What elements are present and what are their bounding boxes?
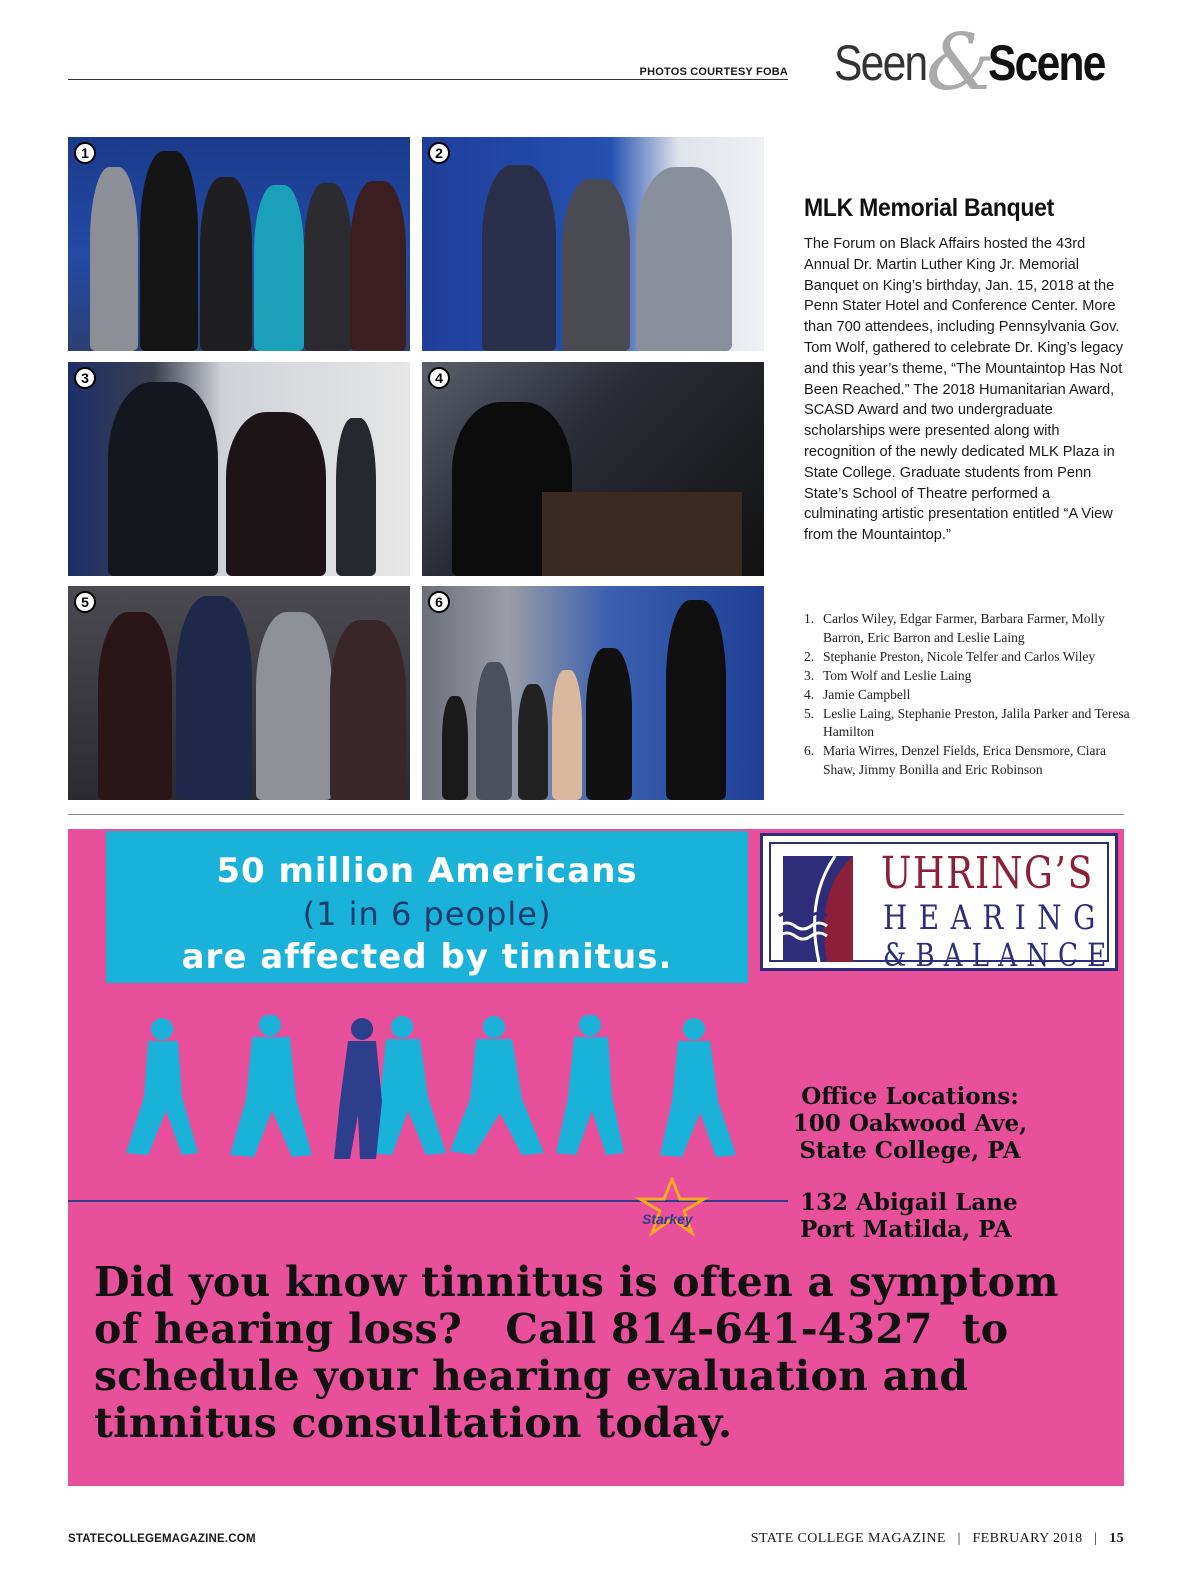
ad-call-to-action (94, 1259, 1124, 1447)
section-masthead (834, 18, 1134, 108)
logo-hearing: HEARING (883, 898, 1107, 938)
photo-number: 1 (74, 142, 96, 164)
section-divider (68, 814, 1124, 815)
cta-line-4: tinnitus consultation today. (94, 1399, 733, 1447)
masthead-scene: Scene (988, 35, 1105, 91)
photo-6 (422, 586, 764, 800)
photo-credit: PHOTOS COURTESY FOBA (639, 66, 788, 78)
footer-folio (700, 1531, 1124, 1547)
caption-item: 2. Stephanie Preston, Nicole Telfer and Carlos Wiley (804, 648, 1096, 664)
photo-number: 2 (428, 142, 450, 164)
hearing-advertisement (68, 829, 1124, 1486)
cta-line-2: of hearing loss? Call 814-641-4327 to (94, 1305, 1009, 1353)
office-locations (770, 1083, 1050, 1164)
logo-balance: &BALANCE (883, 936, 1116, 974)
photo-4 (422, 362, 764, 576)
photo-1 (68, 137, 410, 351)
caption-item: 4. Jamie Campbell (804, 686, 911, 702)
office-2 (800, 1189, 1040, 1243)
footer-separator: | (957, 1531, 961, 1546)
footer-magazine: STATE COLLEGE MAGAZINE (750, 1531, 946, 1546)
header-rule (68, 79, 788, 80)
uhrings-logo (760, 833, 1118, 974)
masthead-seen: Seen (834, 35, 927, 91)
masthead-ampersand: & (926, 18, 996, 108)
photo-5 (68, 586, 410, 800)
photo-number: 5 (74, 591, 96, 613)
photo-3 (68, 362, 410, 576)
ear-wave-icon (775, 850, 875, 968)
office-2-city: Port Matilda, PA (800, 1216, 1012, 1243)
article-title: MLK Memorial Banquet (804, 194, 1055, 222)
caption-item: 6. Maria Wirres, Denzel Fields, Erica Densmore, Ciara Shaw, Jimmy Bonilla and Eric Robinson (804, 743, 1106, 778)
footer-website: STATECOLLEGEMAGAZINE.COM (68, 1533, 256, 1545)
caption-item: 5. Leslie Laing, Stephanie Preston, Jalila Parker and Teresa Hamilton (804, 705, 1130, 740)
photo-2 (422, 137, 764, 351)
logo-name: UHRING’S (881, 848, 1094, 899)
cta-line-1: Did you know tinnitus is often a symptom (94, 1258, 1059, 1306)
stat-line-2: (1 in 6 people) (302, 895, 552, 933)
photo-number: 6 (428, 591, 450, 613)
footer-separator: | (1094, 1531, 1098, 1546)
page-number: 15 (1109, 1531, 1124, 1546)
stat-line-3: are affected by tinnitus. (181, 937, 673, 977)
photo-number: 4 (428, 367, 450, 389)
office-heading: Office Locations: (801, 1083, 1019, 1110)
tinnitus-stat-box (106, 831, 748, 983)
photo-captions (804, 610, 1134, 780)
starkey-brand: Starkey (642, 1211, 693, 1227)
article-body: The Forum on Black Affairs hosted the 43rd Annual Dr. Martin Luther King Jr. Memorial Banquet on King’s birthday, Jan. 15, 2018 at the Penn Stater Hotel and Conference Center. More than 700 attendees, including Pennsylvania Gov. Tom Wolf, gathered to celebrate Dr. King’s legacy and this year’s theme, “The Mountaintop Has Not Been Reached.” The 2018 Humanitarian Award, SCASD Award and two undergraduate scholarships were presented along with recognition of the newly dedicated MLK Plaza in State College. Graduate students from Penn State’s School of Theatre performed a culminating artistic presentation entitled “A View from the Mountaintop.” (804, 236, 1124, 544)
office-1-street: 100 Oakwood Ave, (792, 1110, 1028, 1137)
caption-item: 1. Carlos Wiley, Edgar Farmer, Barbara Farmer, Molly Barron, Eric Barron and Leslie Laing (804, 611, 1105, 645)
starkey-star-icon (612, 1177, 732, 1237)
office-1-city: State College, PA (799, 1137, 1021, 1164)
photo-number: 3 (74, 367, 96, 389)
walking-people-illustration (112, 1015, 752, 1165)
stat-line-1: 50 million Americans (216, 851, 638, 891)
cta-line-3: schedule your hearing evaluation and (94, 1352, 969, 1400)
office-2-street: 132 Abigail Lane (800, 1189, 1018, 1216)
footer-issue: FEBRUARY 2018 (972, 1531, 1083, 1546)
caption-item: 3. Tom Wolf and Leslie Laing (804, 667, 972, 683)
